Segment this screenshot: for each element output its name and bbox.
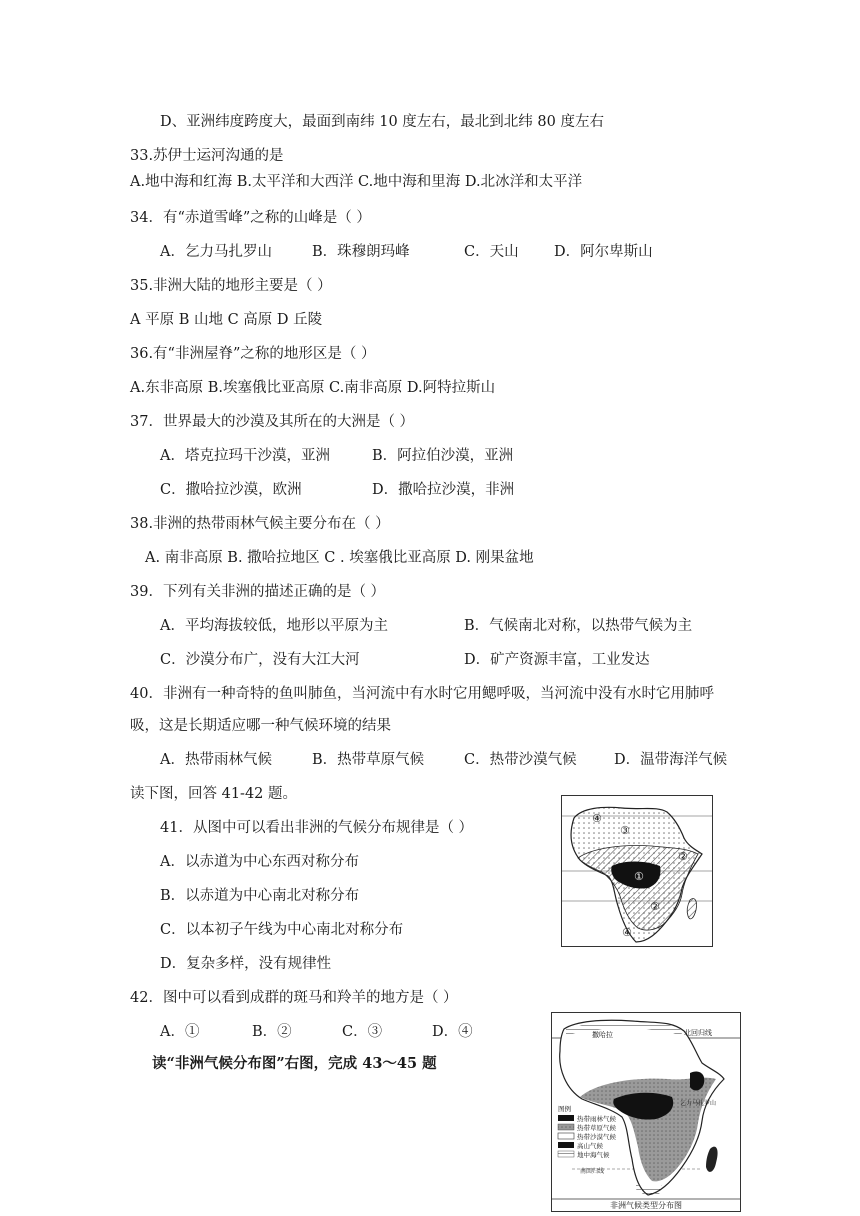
legend-label-desert: 热带沙漠气候 bbox=[577, 1133, 616, 1141]
q37-option-a: A．塔克拉玛干沙漠，亚洲 bbox=[160, 448, 330, 464]
q34-option-a: A．乞力马扎罗山 bbox=[160, 244, 272, 260]
map2-legend bbox=[558, 1104, 617, 1159]
option-d-asia: D、亚洲纬度跨度大，最面到南纬 10 度左右，最北到北纬 80 度左右 bbox=[160, 114, 604, 130]
map2-legend-title: 图例 bbox=[558, 1105, 571, 1113]
map2-label-south-tropic: 南回归线 bbox=[580, 1168, 605, 1175]
question-37: 37．世界最大的沙漠及其所在的大洲是（ ） bbox=[130, 414, 415, 430]
map2-caption: 非洲气候类型分布图 bbox=[610, 1201, 682, 1210]
q41-option-b: B．以赤道为中心南北对称分布 bbox=[160, 888, 360, 904]
q34-option-d: D．阿尔卑斯山 bbox=[554, 244, 653, 260]
q39-option-b: B．气候南北对称，以热带气候为主 bbox=[464, 618, 693, 634]
map1-marker-3: ③ bbox=[620, 824, 630, 837]
map1-marker-4-south: ④ bbox=[622, 926, 632, 939]
legend-swatch-mediterranean bbox=[558, 1151, 574, 1157]
legend-label-savanna: 热带草原气候 bbox=[577, 1124, 616, 1132]
map1-marker-1: ① bbox=[634, 870, 644, 883]
q37-option-c: C．撒哈拉沙漠，欧洲 bbox=[160, 482, 302, 498]
q41-option-a: A．以赤道为中心东西对称分布 bbox=[160, 854, 359, 870]
map2-madagascar bbox=[706, 1147, 718, 1172]
question-35: 35.非洲大陆的地形主要是（ ） bbox=[130, 278, 332, 294]
q34-option-b: B．珠穆朗玛峰 bbox=[312, 244, 410, 260]
question-41: 41．从图中可以看出非洲的气候分布规律是（ ） bbox=[160, 820, 474, 836]
q40-option-c: C．热带沙漠气候 bbox=[464, 752, 577, 768]
africa-climate-map-small bbox=[561, 795, 713, 947]
question-42: 42．图中可以看到成群的斑马和羚羊的地方是（ ） bbox=[130, 990, 458, 1006]
read-instruction-41-42: 读下图，回答 41-42 题。 bbox=[130, 786, 298, 802]
q40-option-a: A．热带雨林气候 bbox=[160, 752, 272, 768]
map2-label-sahara: 撒哈拉 bbox=[592, 1031, 613, 1039]
africa-map-2-svg bbox=[552, 1013, 740, 1211]
q42-option-c: C．③ bbox=[342, 1024, 383, 1040]
map2-label-kilimanjaro: 乞力马扎罗山 bbox=[680, 1100, 717, 1107]
question-36-options: A.东非高原 B.埃塞俄比亚高原 C.南非高原 D.阿特拉斯山 bbox=[130, 380, 496, 396]
legend-swatch-savanna bbox=[558, 1124, 574, 1130]
question-34: 34．有“赤道雪峰”之称的山峰是（ ） bbox=[130, 210, 371, 226]
legend-label-mediterranean: 地中海气候 bbox=[577, 1151, 610, 1159]
legend-label-highland: 高山气候 bbox=[577, 1142, 603, 1150]
q41-option-d: D．复杂多样，没有规律性 bbox=[160, 956, 332, 972]
question-40-line1: 40．非洲有一种奇特的鱼叫肺鱼，当河流中有水时它用鳃呼吸，当河流中没有水时它用肺呼 bbox=[130, 686, 714, 702]
q37-option-b: B．阿拉伯沙漠，亚洲 bbox=[372, 448, 514, 464]
question-36: 36.有“非洲屋脊”之称的地形区是（ ） bbox=[130, 346, 376, 362]
question-40-line2: 吸，这是长期适应哪一种气候环境的结果 bbox=[130, 718, 391, 734]
q40-option-b: B．热带草原气候 bbox=[312, 752, 425, 768]
read-instruction-43-45: 读“非洲气候分布图”右图，完成 43～45 题 bbox=[152, 1055, 437, 1072]
map1-marker-2-south: ② bbox=[650, 900, 660, 913]
map1-marker-4-north: ④ bbox=[592, 812, 602, 825]
q42-option-a: A．① bbox=[160, 1024, 200, 1040]
q39-option-a: A．平均海拔较低，地形以平原为主 bbox=[160, 618, 388, 634]
africa-climate-distribution-map bbox=[551, 1012, 741, 1212]
q39-option-c: C．沙漠分布广，没有大江大河 bbox=[160, 652, 360, 668]
question-33-options: A.地中海和红海 B.太平洋和大西洋 C.地中海和里海 D.北冰洋和太平洋 bbox=[130, 174, 583, 190]
africa-map-1-svg bbox=[562, 796, 712, 946]
legend-swatch-desert bbox=[558, 1133, 574, 1139]
question-39: 39．下列有关非洲的描述正确的是（ ） bbox=[130, 584, 386, 600]
map1-marker-2-north: ② bbox=[678, 850, 688, 863]
legend-swatch-highland bbox=[558, 1142, 574, 1148]
legend-swatch-rainforest bbox=[558, 1115, 574, 1121]
question-33: 33.苏伊士运河沟通的是 bbox=[130, 148, 284, 164]
question-38: 38.非洲的热带雨林气候主要分布在（ ） bbox=[130, 516, 390, 532]
map2-label-tropic: 北回归线 bbox=[684, 1029, 712, 1037]
legend-label-rainforest: 热带雨林气候 bbox=[577, 1115, 616, 1123]
map1-madagascar bbox=[687, 898, 696, 918]
q42-option-b: B．② bbox=[252, 1024, 292, 1040]
q39-option-d: D．矿产资源丰富，工业发达 bbox=[464, 652, 650, 668]
q37-option-d: D．撒哈拉沙漠，非洲 bbox=[372, 482, 515, 498]
q42-option-d: D．④ bbox=[432, 1024, 473, 1040]
question-38-options: A. 南非高原 B. 撒哈拉地区 C . 埃塞俄比亚高原 D. 刚果盆地 bbox=[145, 550, 534, 566]
q41-option-c: C．以本初子午线为中心南北对称分布 bbox=[160, 922, 404, 938]
q34-option-c: C．天山 bbox=[464, 244, 519, 260]
question-35-options: A 平原 B 山地 C 高原 D 丘陵 bbox=[130, 312, 323, 328]
q40-option-d: D．温带海洋气候 bbox=[614, 752, 728, 768]
